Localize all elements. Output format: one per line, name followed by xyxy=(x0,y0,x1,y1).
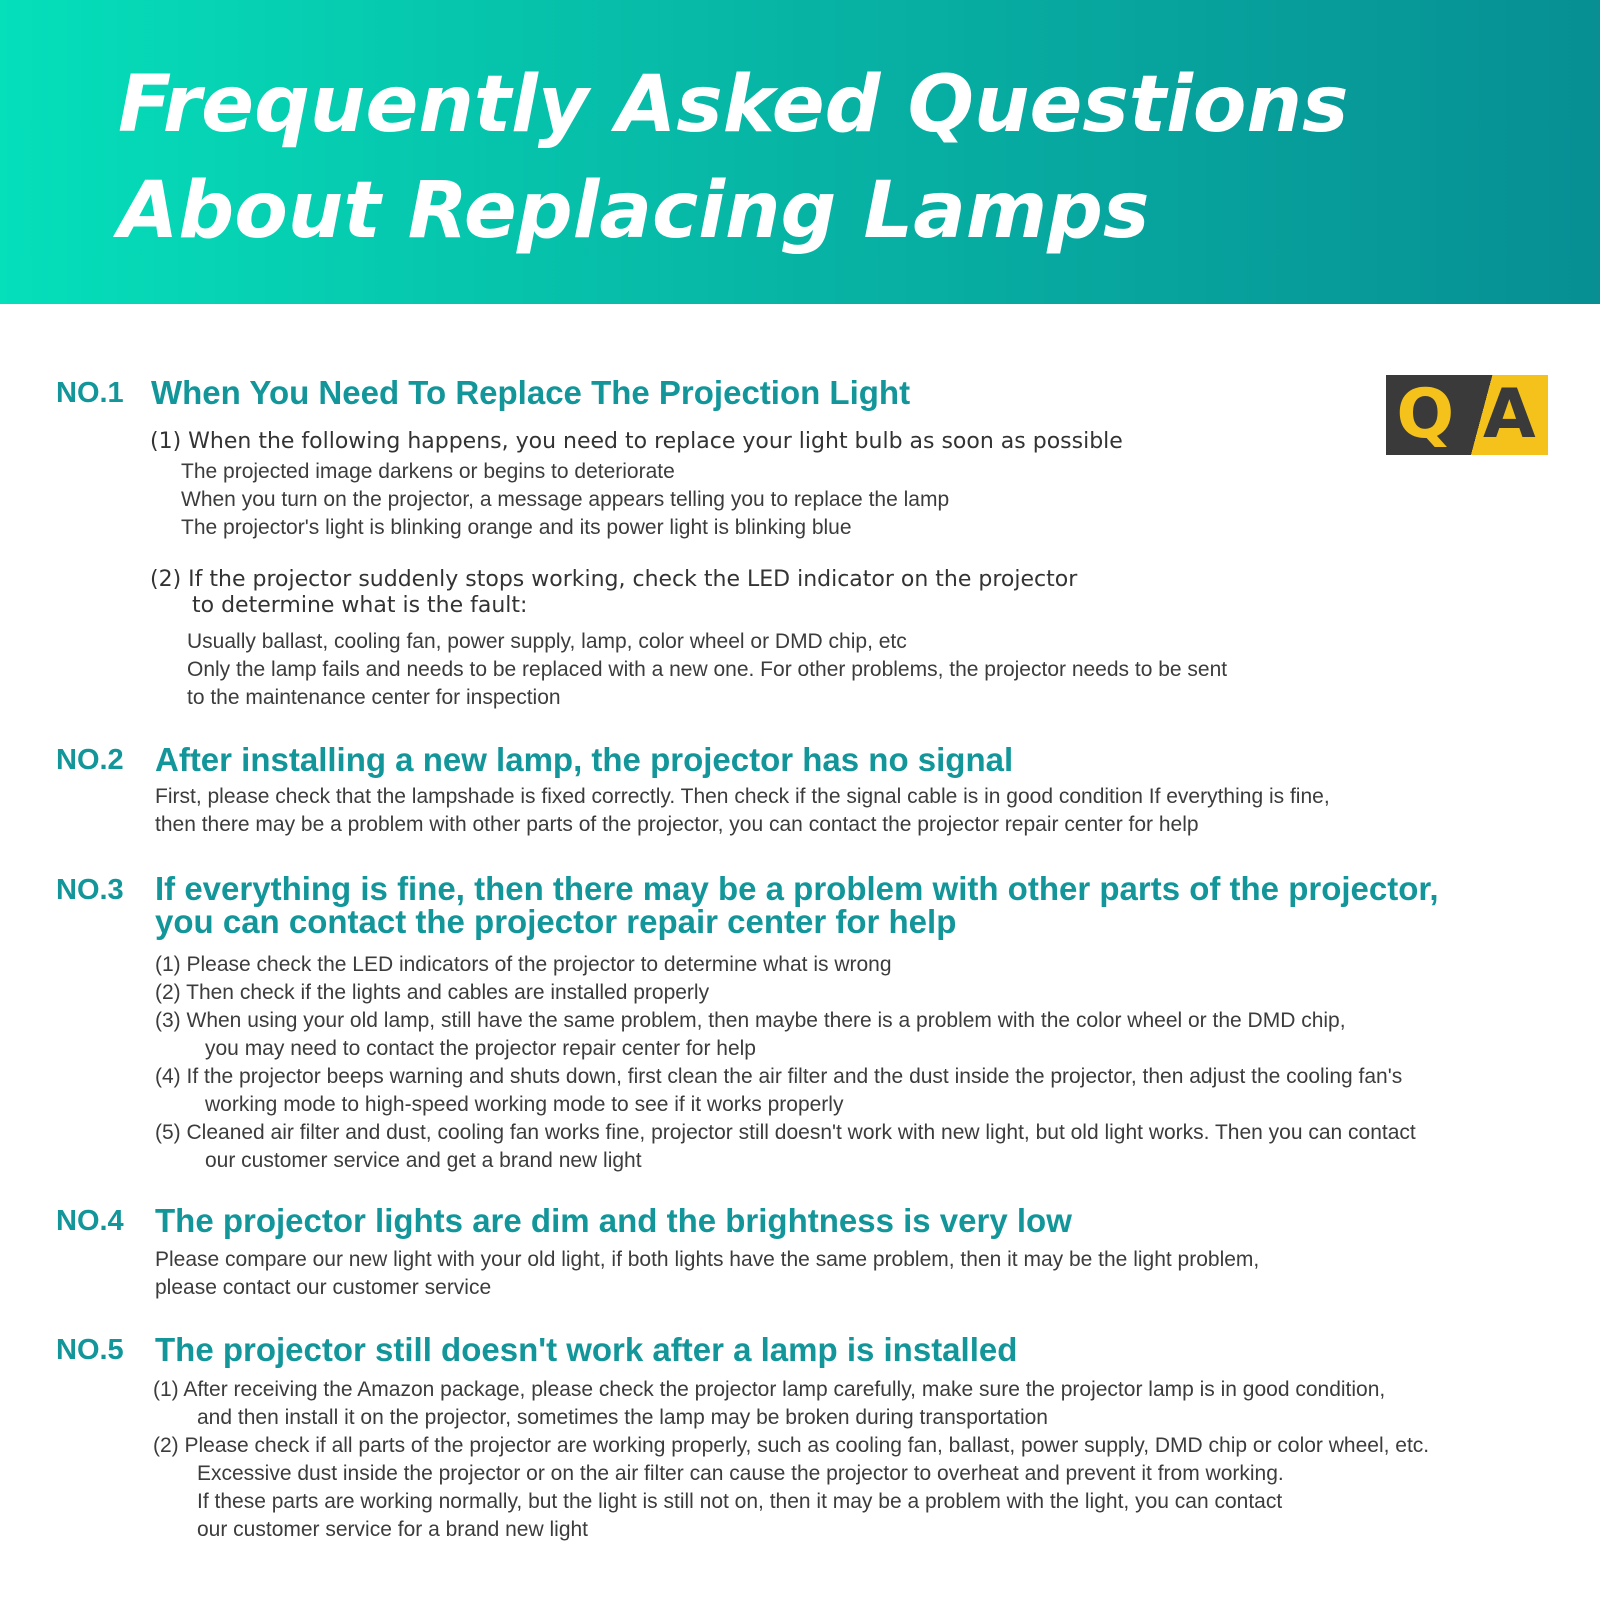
section-heading: The projector still doesn't work after a lamp is installed xyxy=(155,1331,1018,1368)
faq-line: you may need to contact the projector repair center for help xyxy=(205,1037,756,1060)
section-heading-line-2: you can contact the projector repair center for help xyxy=(155,903,957,940)
section-number: NO.1 xyxy=(56,377,124,409)
faq-line: Usually ballast, cooling fan, power supply, lamp, color wheel or DMD chip, etc xyxy=(187,630,907,653)
section-number: NO.3 xyxy=(56,874,124,906)
section-heading-line-1: If everything is fine, then there may be a problem with other parts of the projector, xyxy=(155,870,1439,907)
qa-logo-slash: / xyxy=(1456,375,1483,454)
section-number: NO.4 xyxy=(56,1205,124,1237)
page-title-line-2: About Replacing Lamps xyxy=(118,166,1150,256)
faq-line: our customer service and get a brand new light xyxy=(205,1149,642,1172)
faq-line: (5) Cleaned air filter and dust, cooling fan works fine, projector still doesn't work with new light, but old light works. Then you can contact xyxy=(155,1121,1416,1144)
faq-line: Please compare our new light with your old light, if both lights have the same problem, then it may be the light problem, xyxy=(155,1248,1260,1271)
faq-line: If these parts are working normally, but the light is still not on, then it may be a problem with the light, you can contact xyxy=(197,1490,1283,1513)
faq-line: The projector's light is blinking orange and its power light is blinking blue xyxy=(181,516,852,539)
faq-line: (1) After receiving the Amazon package, please check the projector lamp carefully, make sure the projector lamp is in good condition, xyxy=(153,1378,1386,1401)
section-number: NO.2 xyxy=(56,744,124,776)
faq-line: First, please check that the lampshade is fixed correctly. Then check if the signal cable is in good condition If everything is fine, xyxy=(155,785,1330,808)
section-heading: After installing a new lamp, the projector has no signal xyxy=(155,741,1014,778)
qa-logo xyxy=(1386,375,1548,455)
faq-line: (2) Then check if the lights and cables are installed properly xyxy=(155,981,710,1004)
faq-line: please contact our customer service xyxy=(155,1276,492,1299)
faq-line: (3) When using your old lamp, still have the same problem, then maybe there is a problem with the color wheel or the DMD chip, xyxy=(155,1009,1346,1032)
faq-line: to the maintenance center for inspection xyxy=(187,686,561,709)
qa-logo-q: Q xyxy=(1396,375,1457,454)
faq-line: working mode to high-speed working mode to see if it works properly xyxy=(205,1093,844,1116)
header-banner xyxy=(0,0,1600,304)
faq-line: The projected image darkens or begins to deteriorate xyxy=(181,460,675,483)
faq-line: and then install it on the projector, sometimes the lamp may be broken during transportation xyxy=(197,1406,1048,1429)
qa-logo-a: A xyxy=(1483,375,1538,454)
page-title xyxy=(118,52,1348,264)
faq-line: to determine what is the fault: xyxy=(192,593,528,618)
page-title-line-1: Frequently Asked Questions xyxy=(118,60,1349,150)
faq-line: (4) If the projector beeps warning and shuts down, first clean the air filter and the dust inside the projector, then adjust the cooling fan's xyxy=(155,1065,1403,1088)
faq-line: (1) When the following happens, you need to replace your light bulb as soon as possible xyxy=(150,429,1123,454)
faq-line: When you turn on the projector, a message appears telling you to replace the lamp xyxy=(181,488,950,511)
faq-line: then there may be a problem with other parts of the projector, you can contact the projector repair center for help xyxy=(155,813,1199,836)
section-heading: When You Need To Replace The Projection Light xyxy=(151,374,911,411)
section-heading: The projector lights are dim and the brightness is very low xyxy=(155,1202,1072,1239)
faq-line: (2) Please check if all parts of the projector are working properly, such as cooling fan, ballast, power supply, DMD chip or color wheel, etc. xyxy=(153,1434,1430,1457)
section-number: NO.5 xyxy=(56,1334,124,1366)
faq-line: Excessive dust inside the projector or on the air filter can cause the projector to overheat and prevent it from working. xyxy=(197,1462,1284,1485)
faq-line: (2) If the projector suddenly stops working, check the LED indicator on the projector xyxy=(150,567,1078,592)
faq-line: Only the lamp fails and needs to be replaced with a new one. For other problems, the projector needs to be sent xyxy=(187,658,1228,681)
faq-line: our customer service for a brand new light xyxy=(197,1518,589,1541)
faq-line: (1) Please check the LED indicators of the projector to determine what is wrong xyxy=(155,953,892,976)
